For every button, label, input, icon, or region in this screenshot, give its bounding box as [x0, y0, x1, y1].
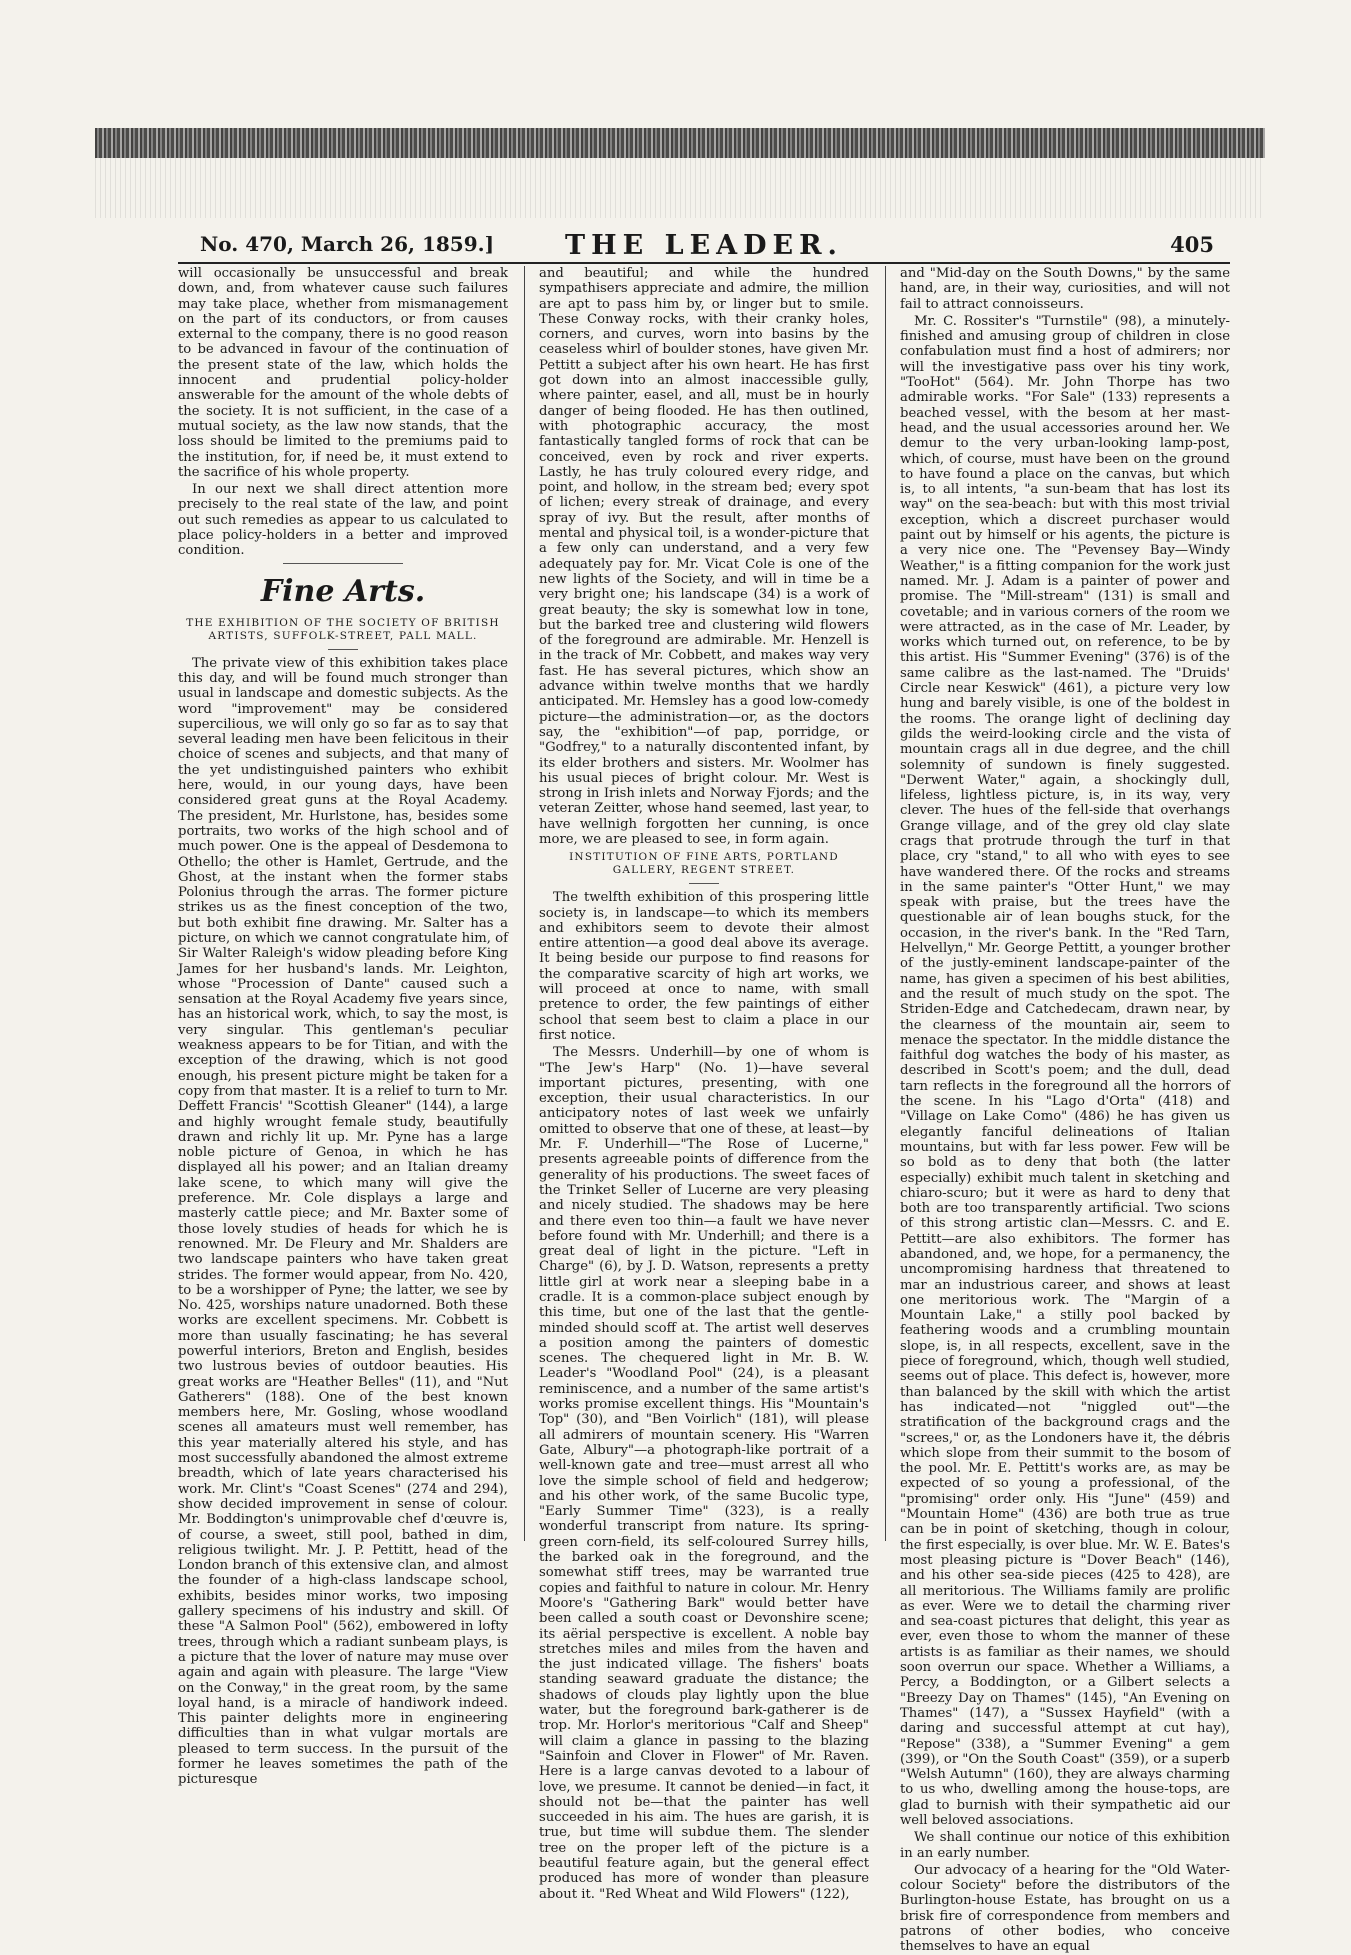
column-2 — [539, 266, 869, 1902]
section-title: Fine Arts. — [260, 573, 426, 609]
masthead — [178, 228, 1230, 264]
divider — [689, 883, 719, 884]
divider — [283, 563, 403, 564]
scan-edge-band — [95, 128, 1265, 158]
paragraph: Mr. C. Rossiter's "Turnstile" (98), a minutely-finished and amusing group of children in close confabulation must find a host of admirers; nor will the investigative pass over his tiny work, "TooHot" (564). Mr. John Thorpe has two admirable works. "For Sale" (133) represents a beached vessel, with the besom at her mast-head, and the usual accessories around her. We demur to the very urban-looking lamp-post, which, of course, must have been on the ground to have found a place on the canvas, but which is, to all intents, "a sun-beam that has lost its way" on the sea-beach: but with this most trivial exception, which a discreet purchaser would paint out by himself or his agents, the picture is a very nice one. The "Pevensey Bay—Windy Weather," is a fitting companion for the work just named. Mr. J. Adam is a painter of power and promise. The "Mill-stream" (131) is small and covetable; and in various corners of the room we were attracted, as in the case of Mr. Leader, by works which turned out, on reference, to be by this artist. His "Summer Evening" (376) is of the same calibre as the last-named. The "Druids' Circle near Keswick" (461), a picture very low hung and barely visible, is one of the boldest in the rooms. The orange light of declining day gilds the weird-looking circle and the vista of mountain crags all in due degree, and the chill solemnity of sundown is finely suggested. "Derwent Water," again, a shockingly dull, lifeless, lightless picture, is, in its way, very clever. The hues of the fell-side that overhangs Grange village, and of the grey old clay slate crags that protrude through the turf in that place, cry "stand," to all who with eyes to see have wandered there. Of the rocks and streams in the same painter's "Otter Hunt," we may speak with praise, but the trees have the questionable air of lean boughs stuck, for the occasion, in the river's bank. In the "Red Tarn, Helvellyn," Mr. George Pettitt, a younger brother of the justly-eminent landscape-painter of the name, has given a specimen of his best abilities, and the result of much study on the spot. The Striden-Edge and Catchedecam, drawn near, by the clearness of the mountain air, seem to menace the spectator. In the middle distance the faithful dog watches the body of his master, as described in Scott's poem; and the dull, dead tarn reflects in the foreground all the horrors of the scene. In his "Lago d'Orta" (418) and "Village on Lake Como" (486) he has given us elegantly fanciful delineations of Italian mountains, but with far less power. Few will be so bold as to deny that both (the latter especially) exhibit much talent in sketching and chiaro-scuro; but it were as hard to deny that both are too transparently artificial. Two scions of this strong artistic clan—Messrs. C. and E. Pettitt—are also exhibitors. The former has abandoned, and, we hope, for a permanency, the uncompromising hardness that threatened to mar an industrious career, and shows at least one meritorious work. The "Margin of a Mountain Lake," a stilly pool backed by feathering woods and a crumbling mountain slope, is, in all respects, excellent, save in the piece of foreground, which, though well studied, seems out of place. This defect is, however, more than balanced by the skill with which the artist has indicated—not "niggled out"—the stratification of the background crags and the "screes," or, as the Londoners have it, the débris which slope from their summit to the bosom of the pool. Mr. E. Pettitt's works are, as may be expected of so young a professional, of the "promising" order only. His "June" (459) and "Mountain Home" (436) are both true as true can be in point of sketching, though in colour, the first especially, is over blue. Mr. W. E. Bates's most pleasing picture is "Dover Beach" (146), and his other sea-side pieces (425 to 428), are all meritorious. The Williams family are prolific as ever. Were we to detail the charming river and sea-coast pictures that delight, this year as ever, even those to whom the manner of these artists is as familiar as their names, we should soon overrun our space. Whether a Williams, a Percy, a Boddington, or a Gilbert selects a "Breezy Day on Thames" (145), "An Evening on Thames" (147), a "Sussex Hayfield" (with a daring and successful attempt at cut hay), "Repose" (338), a "Summer Evening" a gem (399), or "On the South Coast" (359), or a superb "Welsh Autumn" (160), they are always charming to us who, dwelling among the house-tops, are glad to burnish with their sympathetic aid our well beloved associations. — [900, 313, 1230, 1828]
issue-date: No. 470, March 26, 1859.] — [200, 232, 495, 256]
article-columns — [178, 266, 1230, 1955]
paragraph: Our advocacy of a hearing for the "Old Water-colour Society" before the distributors of the Burlington-house Estate, has brought on us a brisk fire of correspondence from members and patrons of other bodies, who conceive themselves to have an equal — [900, 1862, 1230, 1955]
column-rule — [885, 266, 886, 1541]
column-3 — [900, 266, 1230, 1955]
column-rule — [524, 266, 525, 1541]
paragraph: will occasionally be unsuccessful and break down, and, from whatever cause such failures may take place, whether from mismanagement on the part of its conductors, or from causes external to the company, there is no good reason to be advanced in favour of the continuation of the present state of the law, which holds the innocent and prudential policy-holder answerable for the amount of the whole debts of the society. It is not sufficient, in the case of a mutual society, as the law now stands, that the loss should be limited to the premiums paid to the institution, for, if need be, it must extend to the sacrifice of his whole property. — [178, 266, 508, 480]
paragraph: The Messrs. Underhill—by one of whom is "The Jew's Harp" (No. 1)—have several important pictures, presenting, with one exception, their usual characteristics. In our anticipatory notes of last week we unfairly omitted to observe that one of these, at least—by Mr. F. Underhill—"The Rose of Lucerne," presents agreeable points of difference from the generality of his productions. The sweet faces of the Trinket Seller of Lucerne are very pleasing and nicely studied. The shadows may be here and there even too thin—a fault we have never before found with Mr. Underhill; and there is a great deal of light in the picture. "Left in Charge" (6), by J. D. Watson, represents a pretty little girl at work near a sleeping babe in a cradle. It is a common-place subject enough by this time, but one of the last that the gentle-minded should scoff at. The artist well deserves a position among the painters of domestic scenes. The chequered light in Mr. B. W. Leader's "Woodland Pool" (24), is a pleasant reminiscence, and a number of the same artist's works promise excellent things. His "Mountain's Top" (30), and "Ben Voirlich" (181), will please all admirers of mountain scenery. His "Warren Gate, Albury"—a photograph-like portrait of a well-known gate and tree—must arrest all who love the simple school of field and hedgerow; and his other work, of the same Bucolic type, "Early Summer Time" (323), is a really wonderful transcript from nature. Its spring-green corn-field, its self-coloured Surrey hills, the barked oak in the foreground, and the somewhat stiff trees, may be warranted true copies and faithful to nature in colour. Mr. Henry Moore's "Gathering Bark" would better have been called a south coast or Devonshire scene; its aërial perspective is excellent. A noble bay stretches miles and miles from the haven and the just indicated village. The fishers' boats standing seaward graduate the distance; the shadows of clouds play lightly upon the blue water, but the foreground bark-gatherer is de trop. Mr. Horlor's meritorious "Calf and Sheep" will claim a glance in passing to the blazing "Sainfoin and Clover in Flower" of Mr. Raven. Here is a large canvas devoted to a labour of love, we presume. It cannot be denied—in fact, it should not be—that the painter has well succeeded in his aim. The hues are garish, it is true, but time will subdue them. The slender tree on the proper left of the picture is a beautiful feature again, but the general effect produced has more of wonder than pleasure about it. "Red Wheat and Wild Flowers" (122), — [539, 1045, 869, 1902]
column-1 — [178, 266, 508, 1788]
newspaper-page — [178, 228, 1230, 1955]
page-number: 405 — [1170, 232, 1214, 257]
newspaper-title: THE LEADER. — [565, 230, 843, 261]
paragraph: We shall continue our notice of this exhibition in an early number. — [900, 1830, 1230, 1861]
paragraph: In our next we shall direct attention more precisely to the real state of the law, and point out such remedies as appear to us calculated to place policy-holders in a better and improved condition. — [178, 482, 508, 559]
divider — [328, 649, 358, 650]
paragraph: The private view of this exhibition takes place this day, and will be found much stronger than usual in landscape and domestic subjects. As the word "improvement" may be considered supercilious, we will only go so far as to say that several leading men have been felicitous in their choice of scenes and subjects, and that many of the yet undistinguished painters who exhibit here, would, in our young days, have been considered great guns at the Royal Academy. The president, Mr. Hurlstone, has, besides some portraits, two works of the high school and of much power. One is the appeal of Desdemona to Othello; the other is Hamlet, Gertrude, and the Ghost, at the instant when the former stabs Polonius through the arras. The former picture strikes us as the finest conception of the two, but both exhibit fine drawing. Mr. Salter has a picture, on which we cannot congratulate him, of Sir Walter Raleigh's widow pleading before King James for her husband's lands. Mr. Leighton, whose "Procession of Dante" caused such a sensation at the Royal Academy five years since, has an historical work, which, to say the most, is very singular. This gentleman's peculiar weakness appears to be for Titian, and with the exception of the drawing, which is not good enough, his present picture might be taken for a copy from that master. It is a relief to turn to Mr. Deffett Francis' "Scottish Gleaner" (144), a large and highly wrought female study, beautifully drawn and richly lit up. Mr. Pyne has a large noble picture of Genoa, in which he has displayed all his power; and an Italian dreamy lake scene, to which many will give the preference. Mr. Cole displays a large and masterly cattle piece; and Mr. Baxter some of those lovely studies of heads for which he is renowned. Mr. De Fleury and Mr. Shalders are two landscape painters who have taken great strides. The former would appear, from No. 420, to be a worshipper of Pyne; the latter, we see by No. 425, worships nature unadorned. Both these works are excellent specimens. Mr. Cobbett is more than usually fascinating; he has several powerful interiors, Breton and English, besides two lustrous bevies of outdoor beauties. His great works are "Heather Belles" (11), and "Nut Gatherers" (188). One of the best known members here, Mr. Gosling, whose woodland scenes all amateurs must well remember, has this year materially altered his style, and has most successfully abandoned the almost extreme breadth, which of late years characterised his work. Mr. Clint's "Coast Scenes" (274 and 294), show decided improvement in sense of colour. Mr. Boddington's unimprovable chef d'œuvre is, of course, a sweet, still pool, bathed in dim, religious twilight. Mr. J. P. Pettitt, head of the London branch of this extensive clan, and almost the founder of a high-class landscape school, exhibits, besides minor works, two imposing gallery specimens of his industry and skill. Of these "A Salmon Pool" (562), embowered in lofty trees, through which a radiant sunbeam plays, is a picture that the lover of nature may muse over again and again with pleasure. The large "View on the Conway," in the great room, by the same loyal hand, is a miracle of handiwork indeed. This painter delights more in engineering difficulties than in what vulgar mortals are pleased to term success. In the pursuit of the former he leaves sometimes the path of the picturesque — [178, 655, 508, 1788]
subheading: THE EXHIBITION OF THE SOCIETY OF BRITISH ARTISTS, SUFFOLK-STREET, PALL MALL. — [186, 616, 500, 642]
paragraph: and beautiful; and while the hundred sympathisers appreciate and admire, the million are apt to pass him by, or linger but to smile. These Conway rocks, with their cranky holes, corners, and curves, worn into basins by the ceaseless whirl of boulder stones, have given Mr. Pettitt a subject after his own heart. He has first got down into an almost inaccessible gully, where painter, easel, and all, must be in hourly danger of being flooded. He has then outlined, with photographic accuracy, the most fantastically tangled forms of rock that can be conceived, even by rock and river experts. Lastly, he has truly coloured every ridge, and point, and hollow, in the stream bed; every spot of lichen; every streak of drainage, and every spray of ivy. But the result, after months of mental and physical toil, is a wonder-picture that a few only can understand, and a very few adequately pay for. Mr. Vicat Cole is one of the new lights of the Society, and will in time be a very bright one; his landscape (34) is a work of great beauty; the sky is somewhat low in tone, but the barked tree and clustering wild flowers of the foreground are admirable. Mr. Henzell is in the track of Mr. Cobbett, and makes way very fast. He has several pictures, which show an advance within twelve months that we hardly anticipated. Mr. Hemsley has a good low-comedy picture—the administration—or, as the doctors say, the "exhibition"—of pap, porridge, or "Godfrey," to a naturally discontented infant, by its elder brothers and sisters. Mr. Woolmer has his usual pieces of bright colour. Mr. West is strong in Irish inlets and Norway Fjords; and the veteran Zeitter, whose hand seemed, last year, to have wellnigh forgotten her cunning, is once more, we are pleased to see, in form again. — [539, 266, 869, 847]
scan-edge-shadow — [95, 158, 1265, 218]
paragraph: The twelfth exhibition of this prospering little society is, in landscape—to which its members and exhibitors seem to devote their almost entire attention—a good deal above its average. It being beside our purpose to find reasons for the comparative scarcity of high art works, we will proceed at once to name, with small pretence to order, the few paintings of either school that seem best to claim a place in our first notice. — [539, 890, 869, 1043]
subheading: INSTITUTION OF FINE ARTS, PORTLAND GALLERY, REGENT STREET. — [569, 851, 839, 877]
paragraph: and "Mid-day on the South Downs," by the same hand, are, in their way, curiosities, and will not fail to attract connoisseurs. — [900, 266, 1230, 312]
